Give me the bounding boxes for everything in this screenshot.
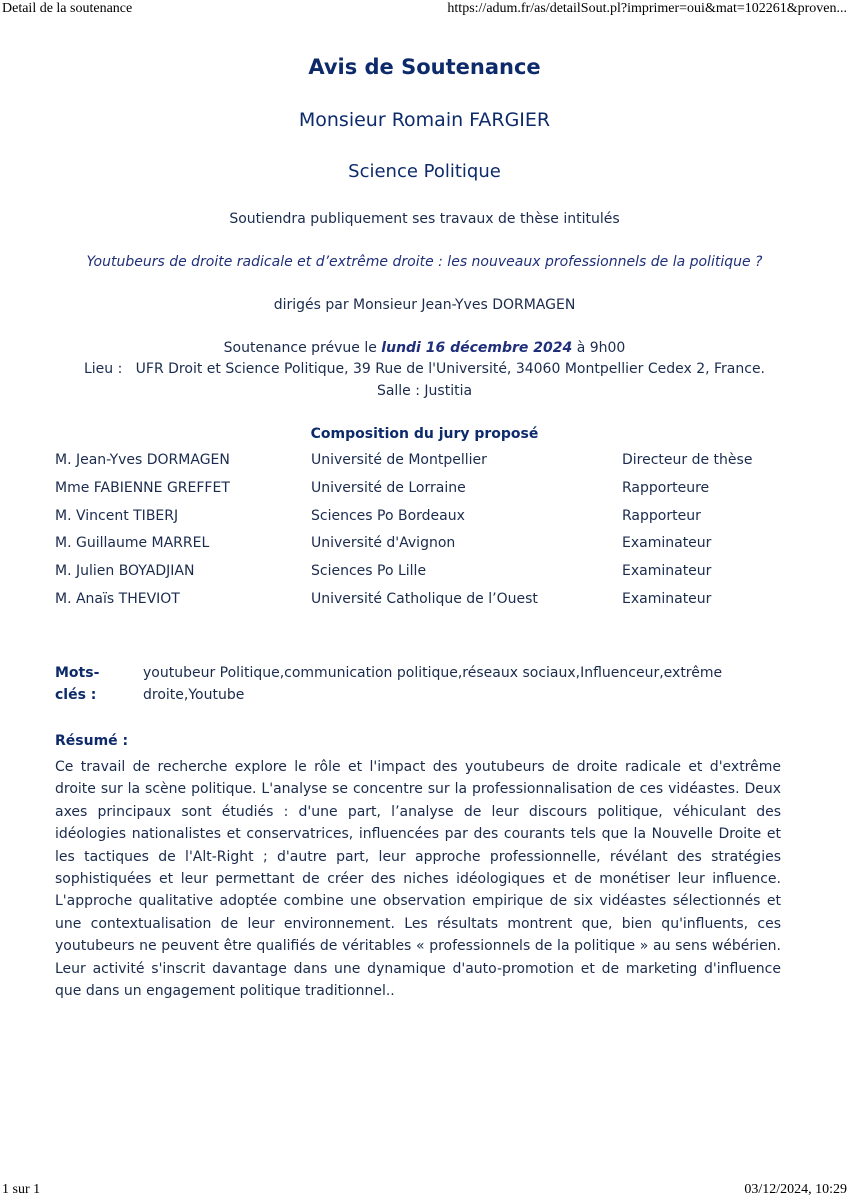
jury-member-role: Rapporteure: [622, 480, 710, 496]
thesis-title: Youtubeurs de droite radicale et d’extrême droite : les nouveaux professionnels de la politique ?: [86, 254, 763, 270]
keywords-label: Mots-clés :: [55, 665, 100, 703]
jury-member-name: M. Guillaume MARREL: [55, 535, 210, 551]
jury-row: [55, 480, 815, 500]
jury-member-role: Directeur de thèse: [622, 452, 753, 468]
defense-place: Lieu : UFR Droit et Science Politique, 39 Rue de l'Université, 34060 Montpellier Cedex 2, France.: [83, 361, 766, 377]
print-header: [0, 0, 849, 20]
jury-member-role: Examinateur: [622, 591, 712, 607]
jury-member-name: M. Julien BOYADJIAN: [55, 563, 195, 579]
print-page-count: 1 sur 1: [2, 1182, 41, 1197]
date-prefix: Soutenance prévue le: [223, 340, 382, 356]
jury-member-institution: Université de Lorraine: [311, 480, 466, 496]
jury-member-institution: Université d'Avignon: [311, 535, 456, 551]
summary-label: Résumé :: [55, 733, 129, 749]
discipline: Science Politique: [348, 161, 501, 182]
jury-row: [55, 591, 815, 611]
jury-member-name: M. Anaïs THEVIOT: [55, 591, 180, 607]
jury-member-institution: Université Catholique de l’Ouest: [311, 591, 538, 607]
print-page-title: Detail de la soutenance: [2, 1, 133, 16]
print-footer: [0, 1181, 849, 1201]
defense-intro: Soutiendra publiquement ses travaux de thèse intitulés: [229, 211, 620, 227]
jury-member-institution: Université de Montpellier: [311, 452, 487, 468]
jury-member-role: Examinateur: [622, 535, 712, 551]
defense-date: lundi 16 décembre 2024: [381, 340, 573, 356]
jury-member-name: M. Jean-Yves DORMAGEN: [55, 452, 230, 468]
jury-member-name: M. Vincent TIBERJ: [55, 508, 179, 524]
jury-row: [55, 452, 815, 472]
jury-member-institution: Sciences Po Bordeaux: [311, 508, 465, 524]
jury-member-role: Examinateur: [622, 563, 712, 579]
jury-row: [55, 508, 815, 528]
jury-member-role: Rapporteur: [622, 508, 701, 524]
thesis-director: dirigés par Monsieur Jean-Yves DORMAGEN: [273, 297, 576, 313]
defense-date-line: [0, 340, 849, 356]
candidate-name: Monsieur Romain FARGIER: [298, 109, 551, 131]
jury-member-name: Mme FABIENNE GREFFET: [55, 480, 230, 496]
jury-row: [55, 563, 815, 583]
defense-time: à 9h00: [572, 340, 626, 356]
jury-row: [55, 535, 815, 555]
jury-member-institution: Sciences Po Lille: [311, 563, 427, 579]
jury-heading: Composition du jury proposé: [310, 426, 539, 442]
summary-text: Ce travail de recherche explore le rôle et l'impact des youtubeurs de droite radicale et d'extrême droite sur la scène politique. L'analyse se concentre sur la professionnalisation de ces vidéastes. Deux axes principaux sont étudiés : d'une part, l’analyse de leur discours politique, véhiculant des idéologies nationalistes et conservatrices, influencées par des courants tels que la Nouvelle Droite et les tactiques de l'Alt-Right ; d'autre part, leur approche professionnelle, révélant des stratégies sophistiquées et leur permettant de créer des niches idéologiques et de monétiser leur influence. L'approche qualitative adoptée combine une observation empirique de six vidéastes sélectionnés et une contextualisation de leur environnement. Les résultats montrent que, bien qu'influents, ces youtubeurs ne peuvent être qualifiés de véritables « professionnels de la politique » au sens wébérien. Leur activité s'inscrit davantage dans une dynamique d'auto-promotion et de marketing d'influence que dans un engagement politique traditionnel..: [55, 759, 781, 1000]
print-timestamp: 03/12/2024, 10:29: [744, 1182, 847, 1197]
keywords-value: youtubeur Politique,communication politique,réseaux sociaux,Influenceur,extrême droite,Youtube: [143, 665, 723, 703]
defense-room: Salle : Justitia: [376, 383, 473, 399]
notice-title: Avis de Soutenance: [308, 55, 541, 79]
print-url: https://adum.fr/as/detailSout.pl?imprimer=oui&mat=102261&proven...: [447, 1, 847, 16]
